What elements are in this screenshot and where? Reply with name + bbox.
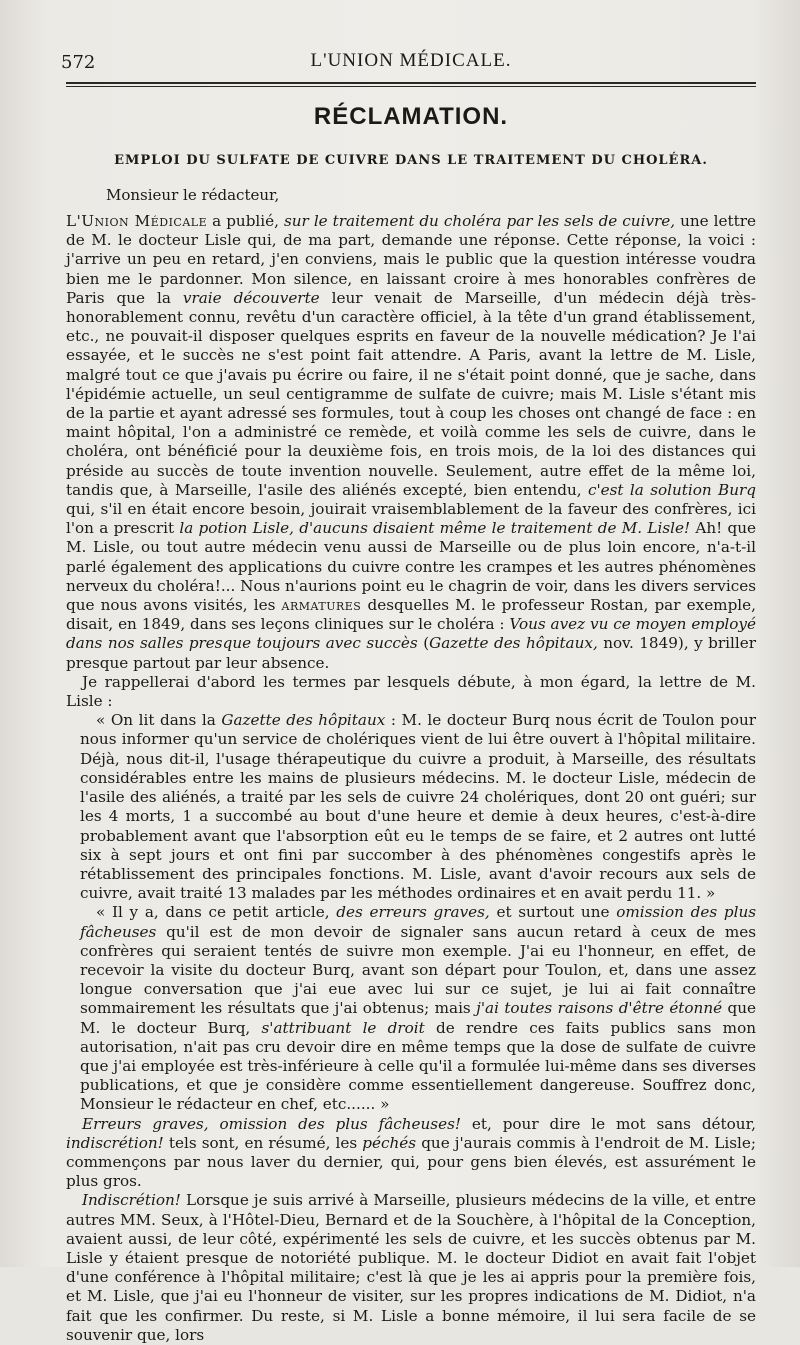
text-run: que M. le docteur Burq, [80,999,756,1037]
text-run: et, pour dire le mot sans détour, [460,1114,756,1133]
text-run: une lettre de M. le docteur Lisle qui, de ma part, demande une réponse. Cette réponse, la voici : j'arrive un peu en retard, j'en conviens, mais le public que la question intéresse voudra bien me le pardonner. Mon silence, en laissant croire à mes honorables confrères de Paris que la [66,212,756,307]
italic-run: sur le traitement du choléra par les sels de cuivre, [283,212,676,230]
journal-title: L'UNION MÉDICALE. [310,50,512,71]
italic-run: Indiscrétion! [82,1191,181,1210]
italic-run: omission des plus fâcheuses [80,903,757,941]
text-run: Lorsque je suis arrivé à Marseille, plusieurs médecins de la ville, et entre autres MM. Seux, à l'Hôtel-Dieu, Bernard et de la Souchère, à l'hôpital de la Conception, avaient aussi, de leur côté, expérimenté les sels de cuivre, et les succès obtenus par M. Lisle y étaient presque de notoriété publique. M. le docteur Didiot en avait fait l'objet d'une conférence à l'hôpital militaire; c'est là que je les ai appris pour la première fois, et M. Lisle, que j'ai eu l'honneur de visiter, sur les propres indications de M. Didiot, n'a fait que les confirmer. Du reste, si M. Lisle a bonne mémoire, il lui sera facile de se souvenir que, lors [66,1191,756,1344]
journal-name: L'Union Médicale [66,212,208,230]
smallcaps-run: armatures [281,596,362,615]
article-title: RÉCLAMATION. [313,103,509,130]
salutation: Monsieur le rédacteur, [106,186,280,204]
paragraph-1 [66,212,756,673]
text-run: ( [417,634,430,653]
text-run: « On lit dans la [96,711,222,730]
italic-run: indiscrétion! [66,1133,164,1152]
text-run: « Il y a, dans ce petit article, [96,903,337,922]
italic-run: Gazette des hôpitaux [221,711,386,730]
paragraph-4 [66,1191,756,1345]
quote-2 [66,903,756,1114]
italic-run: Erreurs graves, omission des plus fâcheuses! [82,1114,461,1133]
paragraph-2: Je rappellerai d'abord les termes par lesquels débute, à mon égard, la lettre de M. Lisle : [66,672,756,711]
quote-1 [66,711,756,903]
text-run: : M. le docteur Burq nous écrit de Toulon pour nous informer qu'un service de cholériques vient de lui être ouvert à l'hôpital militaire. Déjà, nous dit-il, l'usage thérapeutique du cuivre a produit, à Marseille, des résultats considérables entre les mains de plusieurs médecins. M. le docteur Lisle, médecin de l'asile des aliénés, a traité par les sels de cuivre 24 cholériques, dont 20 ont guéri; sur les 4 morts, 1 a succombé au bout d'une heure et demie à deux heures, c'est-à-dire probablement avant que l'absorption eût eu le temps de se faire, et 2 autres ont lutté six à sept jours et ont fini par succomber à des phénomènes congestifs après le rétablissement des principales fonctions. M. Lisle, avant d'avoir recours aux sels de cuivre, avait traité 13 malades par les méthodes ordinaires et en avait perdu 11. » [80,711,756,903]
text-run: qu'il est de mon devoir de signaler sans aucun retard à ceux de mes confrères qui seraient tentés de suivre mon exemple. J'ai eu l'honneur, en effet, de recevoir la visite du docteur Burq, avant son départ pour Toulon, et, dans une assez longue conversation que j'ai eue avec lui sur ce sujet, je lui ai fait connaître sommairement les résultats que j'ai obtenus; mais [80,922,756,1018]
italic-run: Vous avez vu ce moyen employé dans nos salles presque toujours avec succès [66,615,757,653]
running-head [61,46,756,76]
text-run: a publié, [207,212,284,230]
italic-run: s'attribuant le droit [261,1018,425,1037]
italic-run: Gazette des hôpitaux, [429,634,598,653]
paragraph-3 [66,1115,756,1192]
italic-run: c'est la solution Burq [587,480,756,499]
text-run: de rendre ces faits publics sans mon autorisation, n'ait pas cru devoir dire en même temps que la dose de sulfate de cuivre que j'ai employée est très-inférieure à celle qu'il a formulée lui-même dans ses diverses publications, et que je considère comme essentiellement dangereuse. Souffrez donc, Monsieur le rédacteur en chef, etc...... » [80,1018,756,1114]
italic-run: péchés [362,1133,417,1152]
italic-run: j'ai toutes raisons d'être étonné [476,999,723,1018]
text-run: nov. 1849), y briller presque partout par leur absence. [66,634,756,672]
header-rule-thin [66,86,756,87]
text-run: tels sont, en résumé, les [163,1133,363,1152]
italic-run: des erreurs graves, [336,903,490,922]
text-run: et surtout une [489,903,617,922]
header-rule [66,82,756,84]
text-run: desquelles M. le professeur Rostan, par exemple, disait, en 1849, dans ses leçons cliniques sur le choléra : [66,596,756,634]
text-run: leur venait de Marseille, d'un médecin déjà très-honorablement connu, revêtu d'un caractère officiel, à la tête d'un grand établissement, etc., ne pouvait-il disposer quelques esprits en faveur de la nouvelle médication? Je l'ai essayée, et le succès ne s'est point fait attendre. A Paris, avant la lettre de M. Lisle, malgré tout ce que j'avais pu écrire ou faire, il ne s'était point donné, que je sache, dans l'épidémie actuelle, un seul centigramme de sulfate de cuivre; mais M. Lisle s'étant mis de la partie et ayant adressé ses formules, tout à coup les choses ont changé de face : en maint hôpital, l'on a administré ce remède, et voilà comme les sels de cuivre, dans le choléra, ont bénéficié pour la deuxième fois, en trois mois, de la loi des distances qui préside au succès de toute invention nouvelle. Seulement, autre effet de la même loi, tandis que, à Marseille, l'asile des aliénés excepté, bien entendu, [66,288,757,499]
text-run: Ah! que M. Lisle, ou tout autre médecin venu aussi de Marseille ou de plus loin encore, n'a-t-il parlé également des applications du cuivre contre les crampes et les autres phénomènes nerveux du choléra!... Nous n'aurions point eu le chagrin de voir, dans les divers services que nous avons visités, les [66,519,756,615]
page-number: 572 [61,52,96,73]
italic-run: la potion Lisle, d'aucuns disaient même le traitement de M. Lisle! [179,519,691,538]
article-subtitle: EMPLOI DU SULFATE DE CUIVRE DANS LE TRAITEMENT DU CHOLÉRA. [114,153,708,168]
text-run: que j'aurais commis à l'endroit de M. Lisle; commençons par nous laver du dernier, qui, pour gens bien élevés, est assurément le plus gros. [66,1133,756,1191]
italic-run: vraie découverte [182,288,320,307]
article-body [66,212,756,1345]
text-run: qui, s'il en était encore besoin, jouirait vraisemblablement de la faveur des confrères, ici l'on a prescrit [66,500,756,538]
